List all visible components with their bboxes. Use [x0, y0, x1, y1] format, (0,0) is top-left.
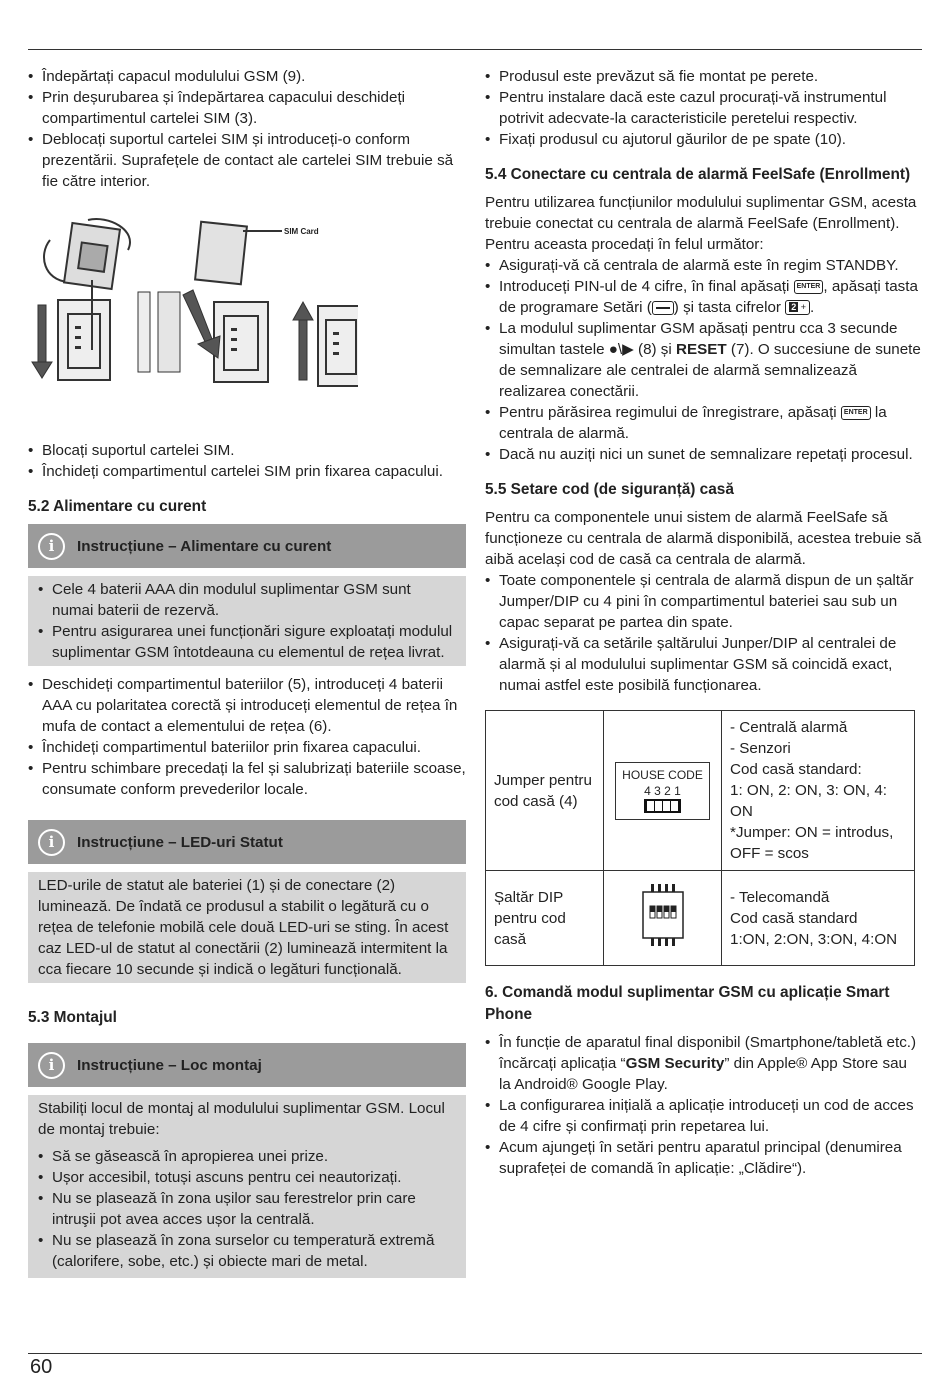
- table-cell: Jumper pentru cod casă (4): [486, 711, 604, 871]
- table-row: [486, 711, 915, 871]
- text: Pentru părăsirea regimului de înregistrare, apăsați: [499, 404, 837, 421]
- note-title: Instrucțiune – Alimentare cu curent: [77, 537, 332, 555]
- section-5-4-list: [485, 255, 922, 465]
- note-title: Instrucțiune – LED-uri Statut: [77, 833, 283, 851]
- desc-line: *Jumper: ON = introdus,: [730, 824, 894, 841]
- list-item: • Prin deșurubarea și îndepărtarea capacului deschideți compartimentul cartelei SIM (3).: [28, 87, 466, 129]
- note-list: [38, 1146, 456, 1272]
- list-item: • Închideți compartimentul bateriilor prin fixarea capacului.: [28, 737, 466, 758]
- settings-key-icon: [652, 301, 674, 315]
- list-item: • Blocați suportul cartelei SIM.: [28, 440, 466, 461]
- text: La modulul suplimentar GSM apăsați pentru cca 3 secunde simultan tastele ●\▶ (8) și: [499, 320, 898, 358]
- house-code-label: HOUSE CODE: [622, 767, 703, 782]
- key-digit: 2: [791, 302, 797, 313]
- section-5-4-intro: Pentru utilizarea funcțiunilor modulului suplimentar GSM, acesta trebuie conectat cu centrala de alarmă FeelSafe (Enrollment). Pentru aceasta procedați în felul următor:: [485, 194, 917, 253]
- top-rule: [28, 49, 922, 50]
- text: ” din Apple® App Store sau la Android® Google Play.: [499, 1055, 907, 1093]
- list-item: • Dacă nu auziți nici un sunet de semnalizare repetați procesul.: [485, 444, 922, 465]
- section-5-5-list: [485, 570, 922, 696]
- list-item: • Deblocați suportul cartelei SIM și introduceți-o conform prezentării. Suprafețele de contact ale cartelei SIM trebuie să fie către interior.: [28, 129, 466, 192]
- intro-list: [28, 66, 466, 192]
- enter-key-icon: ENTER: [841, 406, 871, 420]
- dip-switch-icon: [641, 884, 685, 946]
- list-item: • Produsul este prevăzut să fie montat pe perete.: [485, 66, 922, 87]
- list-item: • Nu se plasează în zona ușilor sau ferestrelor prin care intruşii pot avea acces ușor la centrală.: [38, 1188, 456, 1230]
- table-cell: Șaltăr DIP pentru cod casă: [486, 871, 604, 966]
- desc-line: - Senzori: [730, 740, 791, 757]
- text: .: [810, 299, 815, 316]
- note-body: [28, 576, 466, 666]
- section-6-list: [485, 1032, 922, 1179]
- list-item: [485, 276, 922, 318]
- sim-card-figure: [28, 210, 466, 436]
- section-6-heading: 6. Comandă modul suplimentar GSM cu aplicație Smart Phone: [485, 984, 890, 1023]
- desc-line: - Centrală alarmă: [730, 719, 848, 736]
- list-item: • Nu se plasează în zona surselor cu temperatură extremă (calorifere, sobe, etc.) și obiecte mari de metal.: [38, 1230, 456, 1272]
- section-5-5-intro: Pentru ca componentele unui sistem de alarmă FeelSafe să funcționeze cu centrala de alarmă disponibilă, acestea trebuie să aibă același cod de casă ca centrala de alarmă.: [485, 509, 922, 568]
- after-figure-list: [28, 440, 466, 482]
- list-item: • Toate componentele și centrala de alarmă dispun de un șaltăr Jumper/DIP cu 4 pini în compartimentul bateriei sau sub un capac separat pe partea din spate.: [485, 570, 922, 633]
- desc-line: Cod casă standard: [730, 909, 858, 927]
- reset-label: RESET: [676, 341, 727, 358]
- note-header: [28, 820, 466, 864]
- info-icon: i: [38, 1052, 65, 1079]
- text: (7). O succesiune de sunete de semnalizare ale centralei de alarmă semnalizează realizarea conectării.: [499, 341, 921, 400]
- house-code-table: [485, 710, 915, 966]
- desc-line: Cod casă standard:: [730, 761, 862, 778]
- list-item: • La configurarea inițială a aplicație introduceți un cod de acces de 4 cifre și confirmați prin repetarea lui.: [485, 1095, 922, 1137]
- list-item: • Asigurați-vă că centrala de alarmă este în regim STANDBY.: [485, 255, 922, 276]
- mount-list: [485, 66, 922, 150]
- desc-line: 1:ON, 2:ON, 3:ON, 4:ON: [730, 930, 898, 948]
- list-item: • Pentru schimbare precedați la fel și salubrizați bateriile scoase, consumate conform prevederilor locale.: [28, 758, 466, 800]
- list-item: • Cele 4 baterii AAA din modulul suplimentar GSM sunt numai baterii de rezervă.: [38, 579, 456, 621]
- jumper-icon: [644, 799, 681, 813]
- desc-line: OFF = scos: [730, 845, 809, 862]
- digit-2-key-icon: 2 +: [785, 300, 810, 315]
- list-item: [485, 1032, 922, 1095]
- list-item: • Închideți compartimentul cartelei SIM prin fixarea capacului.: [28, 461, 466, 482]
- section-5-4-heading: 5.4 Conectare cu centrala de alarmă FeelSafe (Enrollment): [485, 166, 911, 183]
- text: Introduceți PIN-ul de 4 cifre, în final apăsați: [499, 278, 790, 295]
- note-mounting: [28, 1043, 466, 1278]
- list-item: • Deschideți compartimentul bateriilor (5), introduceți 4 baterii AAA cu polaritatea corectă și introduceți elementul de rețea în mufa de contact a elementului de rețea (6).: [28, 674, 466, 737]
- left-column: [28, 66, 466, 1278]
- page-number: 60: [30, 1356, 53, 1378]
- enter-key-icon: ENTER: [794, 280, 824, 294]
- note-header: [28, 1043, 466, 1087]
- list-item: • Asigurați-vă ca setările șaltărului Junper/DIP al centralei de alarmă și al modulului suplimentar GSM să coincidă exact, numai astfel este posibilă funcționarea.: [485, 633, 922, 696]
- bottom-rule: [28, 1353, 922, 1354]
- text: la centrala de alarmă.: [499, 404, 887, 442]
- list-item: • Ușor accesibil, totuși ascuns pentru cei neautorizați.: [38, 1167, 456, 1188]
- section-5-5-heading: 5.5 Setare cod (de siguranță) casă: [485, 481, 734, 498]
- note-body: [28, 1095, 466, 1278]
- note-header: [28, 524, 466, 568]
- list-item: • Acum ajungeți în setări pentru aparatul principal (denumirea suprafeței de comandă în aplicație: „Clădire“).: [485, 1137, 922, 1179]
- jumper-diagram-cell: [604, 711, 722, 871]
- table-cell: [722, 871, 915, 966]
- desc-line: 1: ON, 2: ON, 3: ON, 4: ON: [730, 782, 887, 820]
- section-5-2-heading: 5.2 Alimentare cu curent: [28, 498, 207, 515]
- sim-insertion-illustration: [28, 210, 358, 436]
- text: , apăsați tasta de programare Setări (: [499, 278, 918, 316]
- table-cell: [722, 711, 915, 871]
- note-body: LED-urile de statut ale bateriei (1) și de conectare (2) luminează. De îndată ce produsul a stabilit o legătură cu o rețea de telefonie mobilă cele două LED-uri se sting. În acest caz LED-ul de statut al conectării (2) luminează intermitent la cca fiecare 10 secunde și indică o legături funcțională.: [28, 872, 466, 983]
- jumper-diagram: [615, 762, 710, 820]
- info-icon: i: [38, 829, 65, 856]
- house-code-digits: 4 3 2 1: [644, 783, 681, 798]
- list-item: [485, 318, 922, 402]
- right-column: [485, 66, 922, 1179]
- note-title: Instrucțiune – Loc montaj: [77, 1056, 262, 1074]
- list-item: • Pentru asigurarea unei funcționări sigure exploatați modulul suplimentar GSM întotdeauna cu elementul de rețea livrat.: [38, 621, 456, 663]
- section-5-3-heading: 5.3 Montajul: [28, 1009, 117, 1026]
- list-item: • Pentru instalare dacă este cazul procurați-vă instrumentul potrivit adecvate-la caracteristicile peretelui respectiv.: [485, 87, 922, 129]
- list-item: • Fixați produsul cu ajutorul găurilor de pe spate (10).: [485, 129, 922, 150]
- desc-line: - Telecomandă: [730, 888, 830, 906]
- text: În funcție de aparatul final disponibil (Smartphone/tabletă etc.) încărcați aplicația “: [499, 1034, 917, 1072]
- note-power: [28, 524, 466, 666]
- app-name: GSM Security: [625, 1055, 725, 1072]
- dip-diagram-cell: [604, 871, 722, 966]
- info-icon: i: [38, 533, 65, 560]
- note-text: Stabiliți locul de montaj al modulului suplimentar GSM. Locul de montaj trebuie:: [38, 1100, 445, 1138]
- list-item: [485, 402, 922, 444]
- list-item: • Să se găsească în apropierea unei prize.: [38, 1146, 456, 1167]
- table-row: [486, 871, 915, 966]
- list-item: • Îndepărtați capacul modulului GSM (9).: [28, 66, 466, 87]
- note-led: [28, 820, 466, 983]
- section-5-2-list: [28, 674, 466, 800]
- note-list: [38, 579, 456, 663]
- sim-card-label: SIM Card: [284, 227, 319, 236]
- text: ) și tasta cifrelor: [673, 299, 781, 316]
